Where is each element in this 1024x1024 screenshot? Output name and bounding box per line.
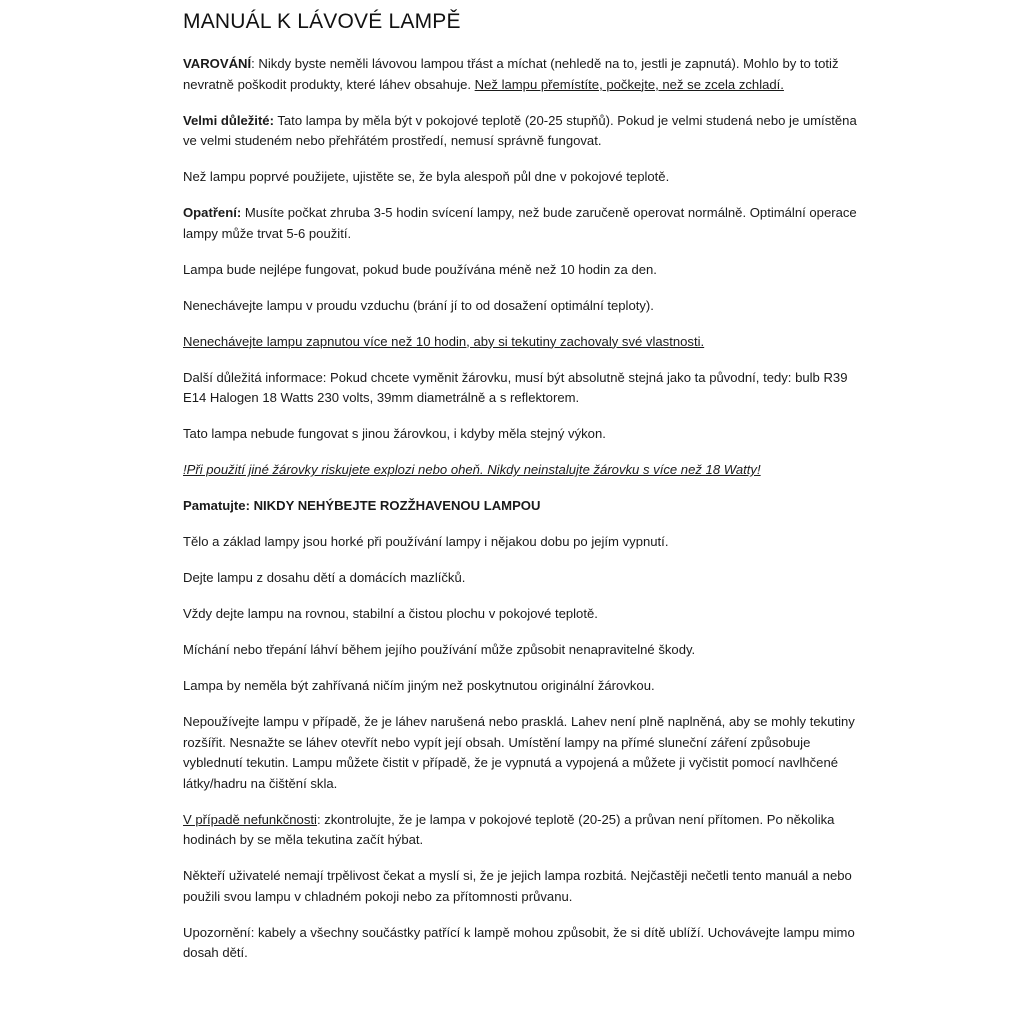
manual-page [183, 10, 863, 979]
explosion-warning-paragraph: !Při použití jiné žárovky riskujete explozi nebo oheň. Nikdy neinstalujte žárovku s více než 18 Watty! [183, 462, 761, 477]
document-title: MANUÁL K LÁVOVÉ LAMPĚ [183, 10, 461, 33]
remember-paragraph: Pamatujte: NIKDY NEHÝBEJTE ROZŽHAVENOU LAMPOU [183, 498, 541, 513]
important-label: Velmi důležité: [183, 112, 274, 128]
malfunction-label: V případě nefunkčnosti [183, 811, 317, 827]
bulb-compat-paragraph: Tato lampa nebude fungovat s jinou žárovkou, i kdyby měla stejný výkon. [183, 426, 606, 441]
impatient-users-paragraph: Někteří uživatelé nemají trpělivost čekat a myslí si, že je jejich lampa rozbitá. Nejčastěji nečetli tento manuál a nebo použili svou lampu v chladném pokoji nebo za přítomnosti průvanu. [183, 868, 852, 904]
malfunction-text: : zkontrolujte, že je lampa v pokojové teplotě (20-25) a průvan není přítomen. Po několika hodinách by se měla tekutina začít hýbat. [183, 811, 835, 847]
warning-text: : Nikdy byste neměli lávovou lampou třást a míchat (nehledě na to, jestli je zapnutá). Mohlo by to totiž nevratně poškodit produkty, které láhev obsahuje. [183, 56, 839, 92]
max-hours-paragraph: Nenechávejte lampu zapnutou více než 10 hodin, aby si tekutiny zachovaly své vlastnosti. [183, 333, 705, 349]
usage-hours-paragraph: Lampa bude nejlépe fungovat, pokud bude používána méně než 10 hodin za den. [183, 261, 657, 277]
precaution-label: Opatření: [183, 205, 242, 220]
cables-warning-paragraph: Upozornění: kabely a všechny součástky patřící k lampě mohou způsobit, že si dítě ublíží. Uchovávejte lampu mimo dosah dětí. [183, 924, 855, 960]
important-text: Tato lampa by měla být v pokojové teplotě (20-25 stupňů). Pokud je velmi studená nebo je umístěna ve velmi studeném nebo přehřátém prostředí, nemusí správně fungovat. [183, 112, 857, 148]
malfunction-paragraph [183, 810, 863, 851]
flat-surface-paragraph: Vždy dejte lampu na rovnou, stabilní a čistou plochu v pokojové teplotě. [183, 606, 598, 621]
warning-underlined-text: Než lampu přemístíte, počkejte, než se zcela zchladí. [474, 76, 784, 92]
hot-body-paragraph: Tělo a základ lampy jsou horké při používání lampy i nějakou dobu po jejím vypnutí. [183, 534, 669, 549]
important-paragraph [183, 111, 863, 152]
warning-paragraph [183, 54, 863, 95]
shaking-paragraph: Míchání nebo třepání láhví během jejího používání může způsobit nenapravitelné škody. [183, 642, 696, 657]
children-pets-paragraph: Dejte lampu z dosahu dětí a domácích mazlíčků. [183, 570, 466, 585]
warning-label: VAROVÁNÍ [183, 56, 252, 71]
precaution-paragraph [183, 203, 863, 244]
first-use-paragraph: Než lampu poprvé použijete, ujistěte se, že byla alespoň půl dne v pokojové teplotě. [183, 169, 670, 184]
precaution-text: Musíte počkat zhruba 3-5 hodin svícení lampy, než bude zaručeně operovat normálně. Optimální operace lampy může trvat 5-6 použití. [183, 205, 857, 241]
airflow-paragraph: Nenechávejte lampu v proudu vzduchu (brání jí to od dosažení optimální teploty). [183, 297, 654, 313]
heating-paragraph: Lampa by neměla být zahřívaná ničím jiným než poskytnutou originální žárovkou. [183, 678, 655, 693]
damaged-bottle-paragraph: Nepoužívejte lampu v případě, že je láhev narušená nebo prasklá. Lahev není plně naplněná, aby se mohly tekutiny rozšířit. Nesnažte se láhev otevřít nebo vypít její obsah. Umístění lampy na přímé sluneční záření způsobuje vyblednutí tekutin. Lampu můžete čistit v případě, že je vypnutá a vypojená a můžete ji vyčistit pomocí navlhčené látky/hadru na čištění skla. [183, 714, 855, 791]
bulb-info-paragraph: Další důležitá informace: Pokud chcete vyměnit žárovku, musí být absolutně stejná jako ta původní, tedy: bulb R39 E14 Halogen 18 Watts 230 volts, 39mm diametrálně a s reflektorem. [183, 369, 848, 405]
